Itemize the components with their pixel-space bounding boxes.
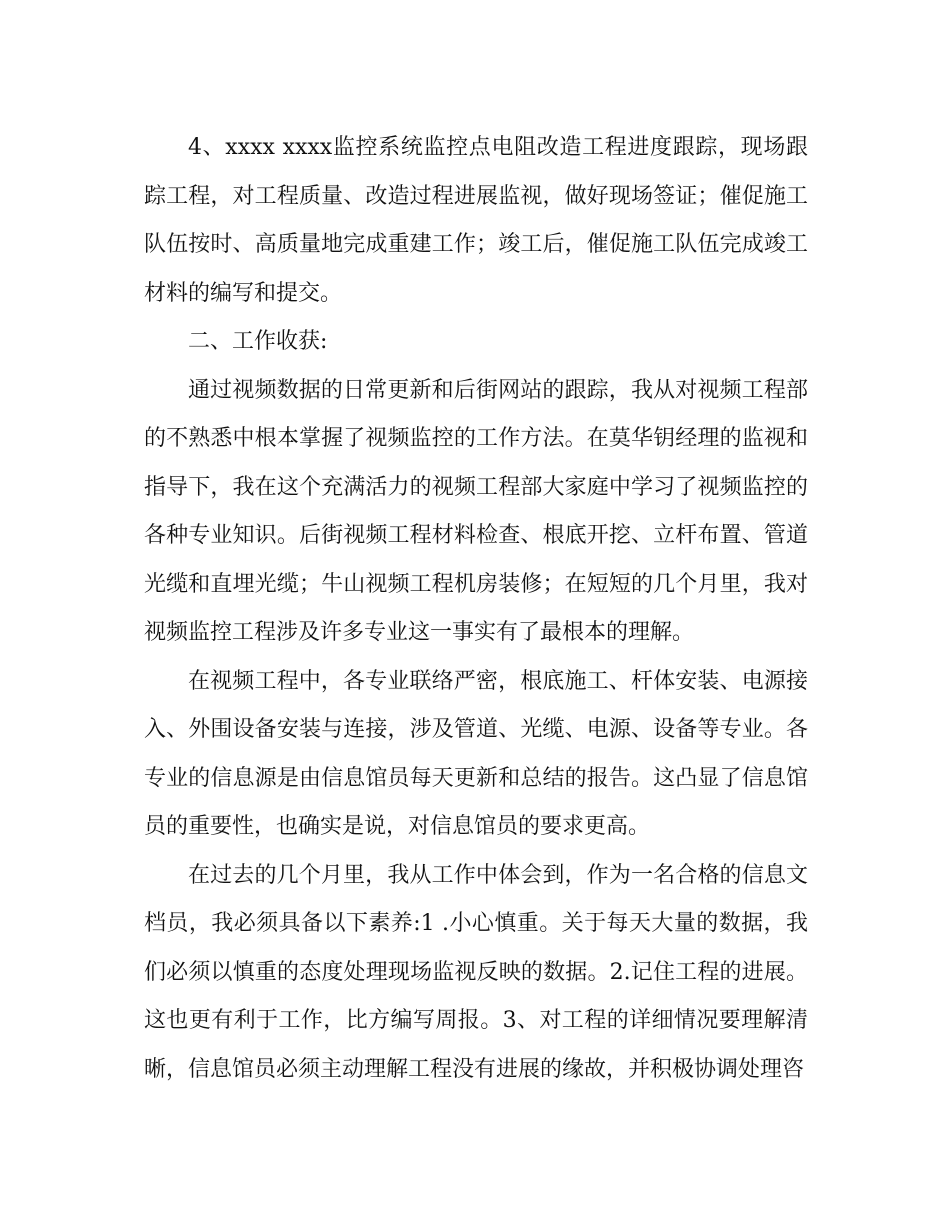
paragraph-video-engineering: 在视频工程中，各专业联络严密，根底施工、杆体安装、电源接入、外围设备安装与连接，涉及管道、光缆、电源、设备等专业。各专业的信息源是由信息馆员每天更新和总结的报告。这凸显了信息馆员的重要性，也确实是说，对信息馆员的要求更高。 — [144, 668, 808, 839]
paragraph-gains-intro: 通过视频数据的日常更新和后街网站的跟踪，我从对视频工程部的不熟悉中根本掌握了视频监控的工作方法。在莫华钥经理的监视和指导下，我在这个充满活力的视频工程部大家庭中学习了视频监控的各种专业知识。后街视频工程材料检查、根底开挖、立杆布置、管道光缆和直埋光缆；牛山视频工程机房装修；在短短的几个月里，我对视频监控工程涉及许多专业这一事实有了最根本的理解。 — [144, 377, 808, 645]
document-body — [144, 124, 808, 1094]
paragraph-task-4: 4、xxxx xxxx监控系统监控点电阻改造工程进度跟踪，现场跟踪工程，对工程质量、改造过程进展监视，做好现场签证；催促施工队伍按时、高质量地完成重建工作；竣工后，催促施工队伍完成竣工材料的编写和提交。 — [144, 135, 808, 306]
section-heading-work-gains: 二、工作收获: — [188, 329, 328, 354]
paragraph-qualities: 在过去的几个月里，我从工作中体会到，作为一名合格的信息文档员，我必须具备以下素养:1 .小心慎重。关于每天大量的数据，我们必须以慎重的态度处理现场监视反映的数据。2.记住工程的进展。这也更有利于工作，比方编写周报。3、对工程的详细情况要理解清晰，信息馆员必须主动理解工程没有进展的缘故，并积极协调处理咨 — [144, 862, 808, 1082]
